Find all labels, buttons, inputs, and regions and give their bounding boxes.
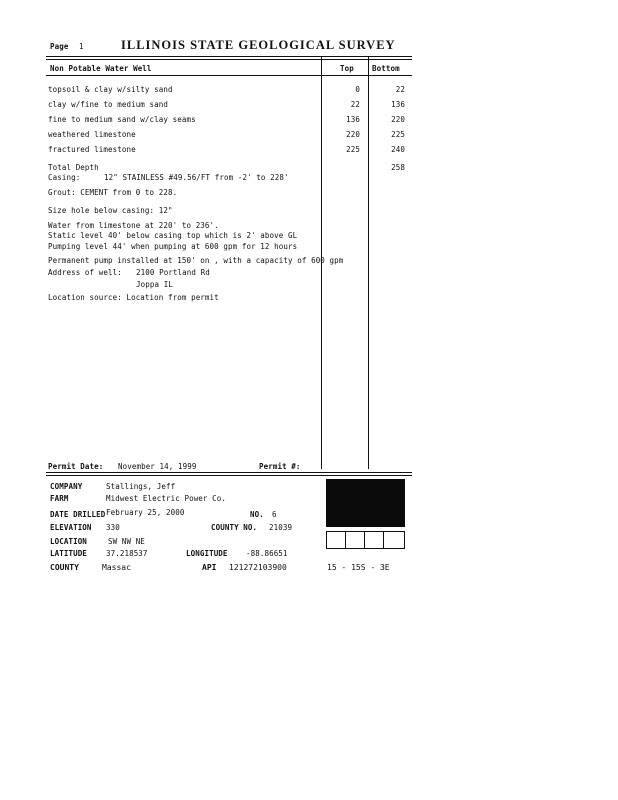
location-label: LOCATION [50,537,87,546]
header-underline [46,75,412,76]
permit-date-value: November 14, 1999 [118,462,197,471]
bottom-rule-2 [46,475,412,476]
farm-value: Midwest Electric Power Co. [106,494,226,503]
column-header-bottom: Bottom [372,64,400,73]
static-level-note: Static level 40' below casing top which is 2' above GL [48,231,298,240]
county-number-value: 21039 [269,523,293,532]
row-bottom: 225 [391,130,405,139]
date-drilled-label: DATE DRILLED [50,510,106,519]
township-range-section: 15 - 15S - 3E [327,563,390,572]
row-top: 0 [355,85,360,94]
county-value: Massac [102,563,131,572]
location-value: SW NW NE [108,537,145,546]
section-grid-cell [364,532,365,548]
row-top: 220 [346,130,360,139]
api-value: 121272103900 [229,563,287,572]
row-top: 22 [350,100,360,109]
address-label: Address of well: [48,268,122,277]
row-description: weathered limestone [48,130,136,139]
api-label: API [202,563,217,572]
section-grid-cell [326,532,327,548]
county-label: COUNTY [50,563,79,572]
total-depth-value: 258 [391,163,405,172]
section-grid-cell [383,532,384,548]
bottom-rule-1 [46,472,412,473]
longitude-label: LONGITUDE [186,549,228,558]
row-description: clay w/fine to medium sand [48,100,168,109]
elevation-value: 330 [106,523,120,532]
column-header-top: Top [340,64,354,73]
company-label: COMPANY [50,482,83,491]
section-grid-cell [345,532,346,548]
well-number-value: 6 [272,510,277,519]
page-label: Page [50,42,69,51]
grout-note: Grout: CEMENT from 0 to 228. [48,188,178,197]
pump-note: Permanent pump installed at 150' on , with a capacity of 600 gpm [48,256,344,265]
section-grid-cell [404,532,405,548]
row-bottom: 240 [391,145,405,154]
row-description: fine to medium sand w/clay seams [48,115,196,124]
pumping-level-note: Pumping level 44' when pumping at 600 gpm for 12 hours [48,242,298,251]
top-rule-2 [46,59,412,60]
farm-label: FARM [50,494,69,503]
row-description: fractured limestone [48,145,136,154]
section-locator-block [326,479,405,527]
company-value: Stallings, Jeff [106,482,176,491]
well-number-label: NO. [250,510,264,519]
water-from-note: Water from limestone at 220' to 236'. [48,221,219,230]
elevation-label: ELEVATION [50,523,92,532]
casing-text: 12" STAINLESS #49.56/FT from -2' to 228' [104,173,289,182]
column-header-description: Non Potable Water Well [50,64,152,73]
longitude-value: -88.86651 [246,549,288,558]
permit-date-label: Permit Date: [48,462,104,471]
latitude-label: LATITUDE [50,549,87,558]
row-description: topsoil & clay w/silty sand [48,85,173,94]
page-number: 1 [79,42,84,51]
total-depth-label: Total Depth [48,163,99,172]
casing-label: Casing: [48,173,81,182]
page-title: ILLINOIS STATE GEOLOGICAL SURVEY [121,38,396,52]
hole-size-note: Size hole below casing: 12" [48,206,173,215]
row-top: 225 [346,145,360,154]
section-grid-top [326,531,405,532]
address-line-1: 2100 Portland Rd [136,268,210,277]
permit-number-label: Permit #: [259,462,301,471]
column-divider-right [368,57,369,469]
row-top: 136 [346,115,360,124]
address-line-2: Joppa IL [136,280,173,289]
latitude-value: 37.218537 [106,549,148,558]
row-bottom: 22 [395,85,405,94]
row-bottom: 136 [391,100,405,109]
date-drilled-value: February 25, 2000 [106,508,185,517]
top-rule-1 [46,56,412,57]
row-bottom: 220 [391,115,405,124]
section-grid-bottom [326,548,405,549]
county-number-label: COUNTY NO. [211,523,258,532]
location-source-note: Location source: Location from permit [48,293,219,302]
